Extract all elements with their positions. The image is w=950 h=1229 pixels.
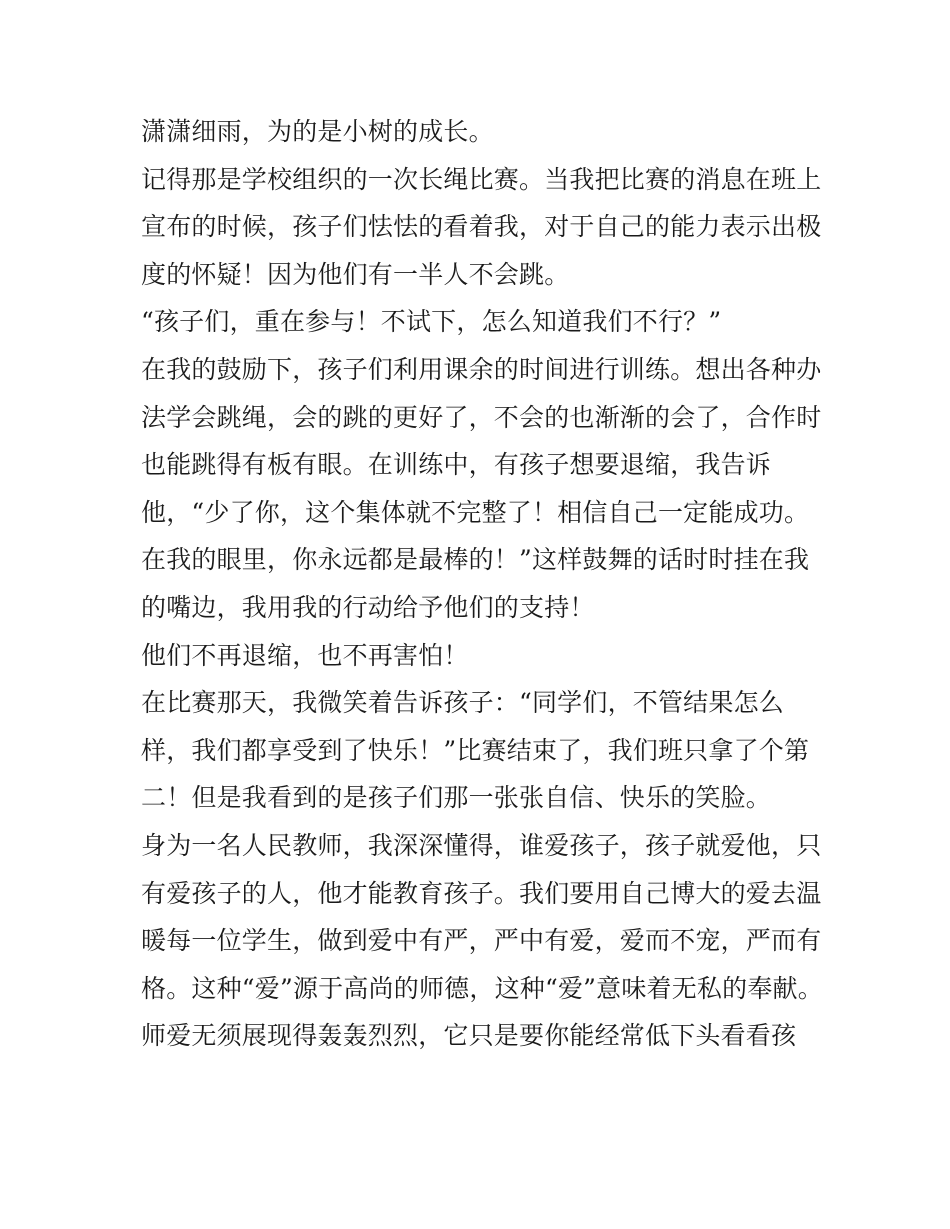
text-line: 度的怀疑！因为他们有一半人不会跳。 xyxy=(141,259,570,289)
text-line: 法学会跳绳，会的跳的更好了，不会的也渐渐的会了，合作时 xyxy=(141,402,822,432)
text-line: 二！但是我看到的是孩子们那一张张自信、快乐的笑脸。 xyxy=(141,783,772,813)
text-line: 记得那是学校组织的一次长绳比赛。当我把比赛的消息在班上 xyxy=(141,164,822,194)
text-line: 有爱孩子的人，他才能教育孩子。我们要用自己博大的爱去温 xyxy=(141,878,822,908)
text-line: 暖每一位学生，做到爱中有严，严中有爱，爱而不宠，严而有 xyxy=(141,926,822,956)
text-line: 在我的眼里，你永远都是最棒的！”这样鼓舞的话时时挂在我 xyxy=(141,545,810,575)
text-line: 也能跳得有板有眼。在训练中，有孩子想要退缩，我告诉 xyxy=(141,450,772,480)
text-line: 在比赛那天，我微笑着告诉孩子：“同学们，不管结果怎么 xyxy=(141,688,784,718)
text-line: 他们不再退缩，也不再害怕！ xyxy=(141,640,469,670)
text-line: 师爱无须展现得轰轰烈烈，它只是要你能经常低下头看看孩 xyxy=(141,1021,797,1051)
text-line: 格。这种“爱”源于高尚的师德，这种“爱”意味着无私的奉献。 xyxy=(141,973,823,1003)
text-line: 潇潇细雨，为的是小树的成长。 xyxy=(141,117,494,146)
text-line: 的嘴边，我用我的行动给予他们的支持！ xyxy=(141,592,595,622)
text-line: 他，“少了你，这个集体就不完整了！相信自己一定能成功。 xyxy=(141,497,810,527)
text-line: 身为一名人民教师，我深深懂得，谁爱孩子，孩子就爱他，只 xyxy=(141,830,822,860)
text-line: 在我的鼓励下，孩子们利用课余的时间进行训练。想出各种办 xyxy=(141,354,822,384)
text-line: “孩子们，重在参与！不试下，怎么知道我们不行？” xyxy=(141,307,722,337)
document-body xyxy=(141,108,821,1060)
text-line: 样，我们都享受到了快乐！”比赛结束了，我们班只拿了个第 xyxy=(141,735,810,765)
text-line: 宣布的时候，孩子们怯怯的看着我，对于自己的能力表示出极 xyxy=(141,212,822,242)
